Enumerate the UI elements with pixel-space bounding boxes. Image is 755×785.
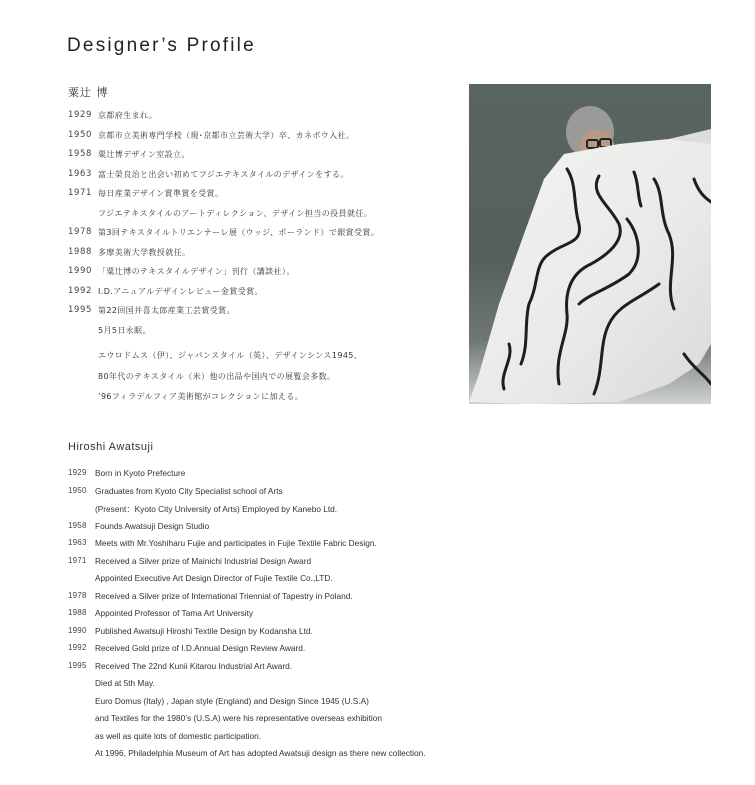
entry-year: 1992 [68,285,93,296]
entry-text: 毎日産業デザイン賞準賞を受賞。 [98,189,224,198]
designer-photo-illustration [469,84,711,404]
entry-year: 1988 [68,608,87,617]
designer-name-english: Hiroshi Awatsuji [68,441,154,453]
entry-year: 1992 [68,643,87,652]
entry-text: 京都府生まれ。 [98,111,158,120]
entry-text: I.D.アニュアルデザインレビュー金賞受賞。 [98,286,263,296]
entry-year: 1971 [68,555,87,565]
entry-year: 1990 [68,266,93,276]
entry-text: (Present：Kyoto City University of Arts) Employed by Kanebo Ltd. [95,504,338,514]
page-title: Designer’s Profile [67,34,256,56]
entry-year: 1929 [68,468,87,477]
entry-text: Graduates from Kyoto City Specialist school of Arts [95,485,283,496]
entry-year: 1950 [68,485,87,495]
entry-text: 京都市立美術専門学校（現･京都市立芸術大学）卒、カネボウ入社。 [98,130,355,140]
entry-year: 1978 [68,590,87,600]
entry-year: 1958 [68,520,87,530]
entry-text: Received The 22nd Kunii Kitarou Industrial Art Award. [95,660,293,671]
entry-text: 「粟辻博のテキスタイルデザイン」刊行（講談社）。 [98,267,295,276]
entry-text: フジエテキスタイルのアートディレクション、デザイン担当の役員就任。 [98,208,373,218]
designer-photo [469,84,711,404]
entry-text: Received a Silver prize of Mainichi Industrial Design Award [95,555,312,566]
entry-text: ’96フィラデルフィア美術館がコレクションに加える。 [98,392,304,401]
designer-name-japanese: 粟辻 博 [68,86,109,99]
entry-text: Founds Awatsuji Design Studio [95,520,210,531]
entry-text: 粟辻博デザイン室設立。 [98,150,190,159]
entry-text: Meets with Mr.Yoshiharu Fujie and participates in Fujie Textile Fabric Design. [95,538,377,548]
entry-year: 1995 [68,660,87,670]
entry-year: 1963 [68,538,87,547]
entry-text: Received a Silver prize of International Triennial of Tapestry in Poland. [95,590,353,601]
entry-text: Received Gold prize of I.D.Annual Design Review Award. [95,643,306,653]
entry-year: 1971 [68,188,93,198]
entry-text: Born in Kyoto Prefecture [95,468,186,478]
entry-text: 80年代のテキスタイル（米）他の出品や国内での展覧会多数。 [98,372,336,381]
entry-text: Appointed Professor of Tama Art University [95,608,254,618]
entry-year: 1978 [68,227,93,237]
entry-text: At 1996, Philadelphia Museum of Art has adopted Awatsuji design as there new collection. [95,748,426,758]
entry-text: as well as quite lots of domestic participation. [95,730,262,741]
entry-year: 1958 [68,149,93,159]
entry-text: Died at 5th May. [95,678,155,688]
entry-year: 1929 [68,110,93,120]
entry-text: 多摩美術大学教授就任。 [98,247,191,257]
entry-text: and Textiles for the 1980’s (U.S.A) were his representative overseas exhibition [95,713,383,723]
fabric-shape [469,134,711,404]
entry-year: 1950 [68,129,93,140]
entry-text: Appointed Executive Art Design Director of Fujie Textile Co.,LTD. [95,573,333,583]
entry-text: 5月5日永眠。 [98,326,151,335]
entry-text: 第3回テキスタイルトリエンナーレ展（ウッジ、ポーランド）で銀賞受賞。 [98,228,380,237]
entry-text: Published Awatsuji Hiroshi Textile Design by Kodansha Ltd. [95,625,313,636]
entry-year: 1990 [68,625,87,635]
entry-text: エウロドムス（伊）、ジャパンスタイル（英）、デザインシンス1945、 [98,351,363,360]
entry-text: 第22回国井喜太郎産業工芸賞受賞。 [98,306,235,315]
entry-text: Euro Domus (Italy) , Japan style (England) and Design Since 1945 (U.S.A) [95,695,369,706]
entry-year: 1963 [68,168,93,179]
entry-year: 1988 [68,246,93,257]
entry-text: 富士榮良治と出会い初めてフジエテキスタイルのデザインをする。 [98,169,349,179]
entry-year: 1995 [68,305,93,315]
